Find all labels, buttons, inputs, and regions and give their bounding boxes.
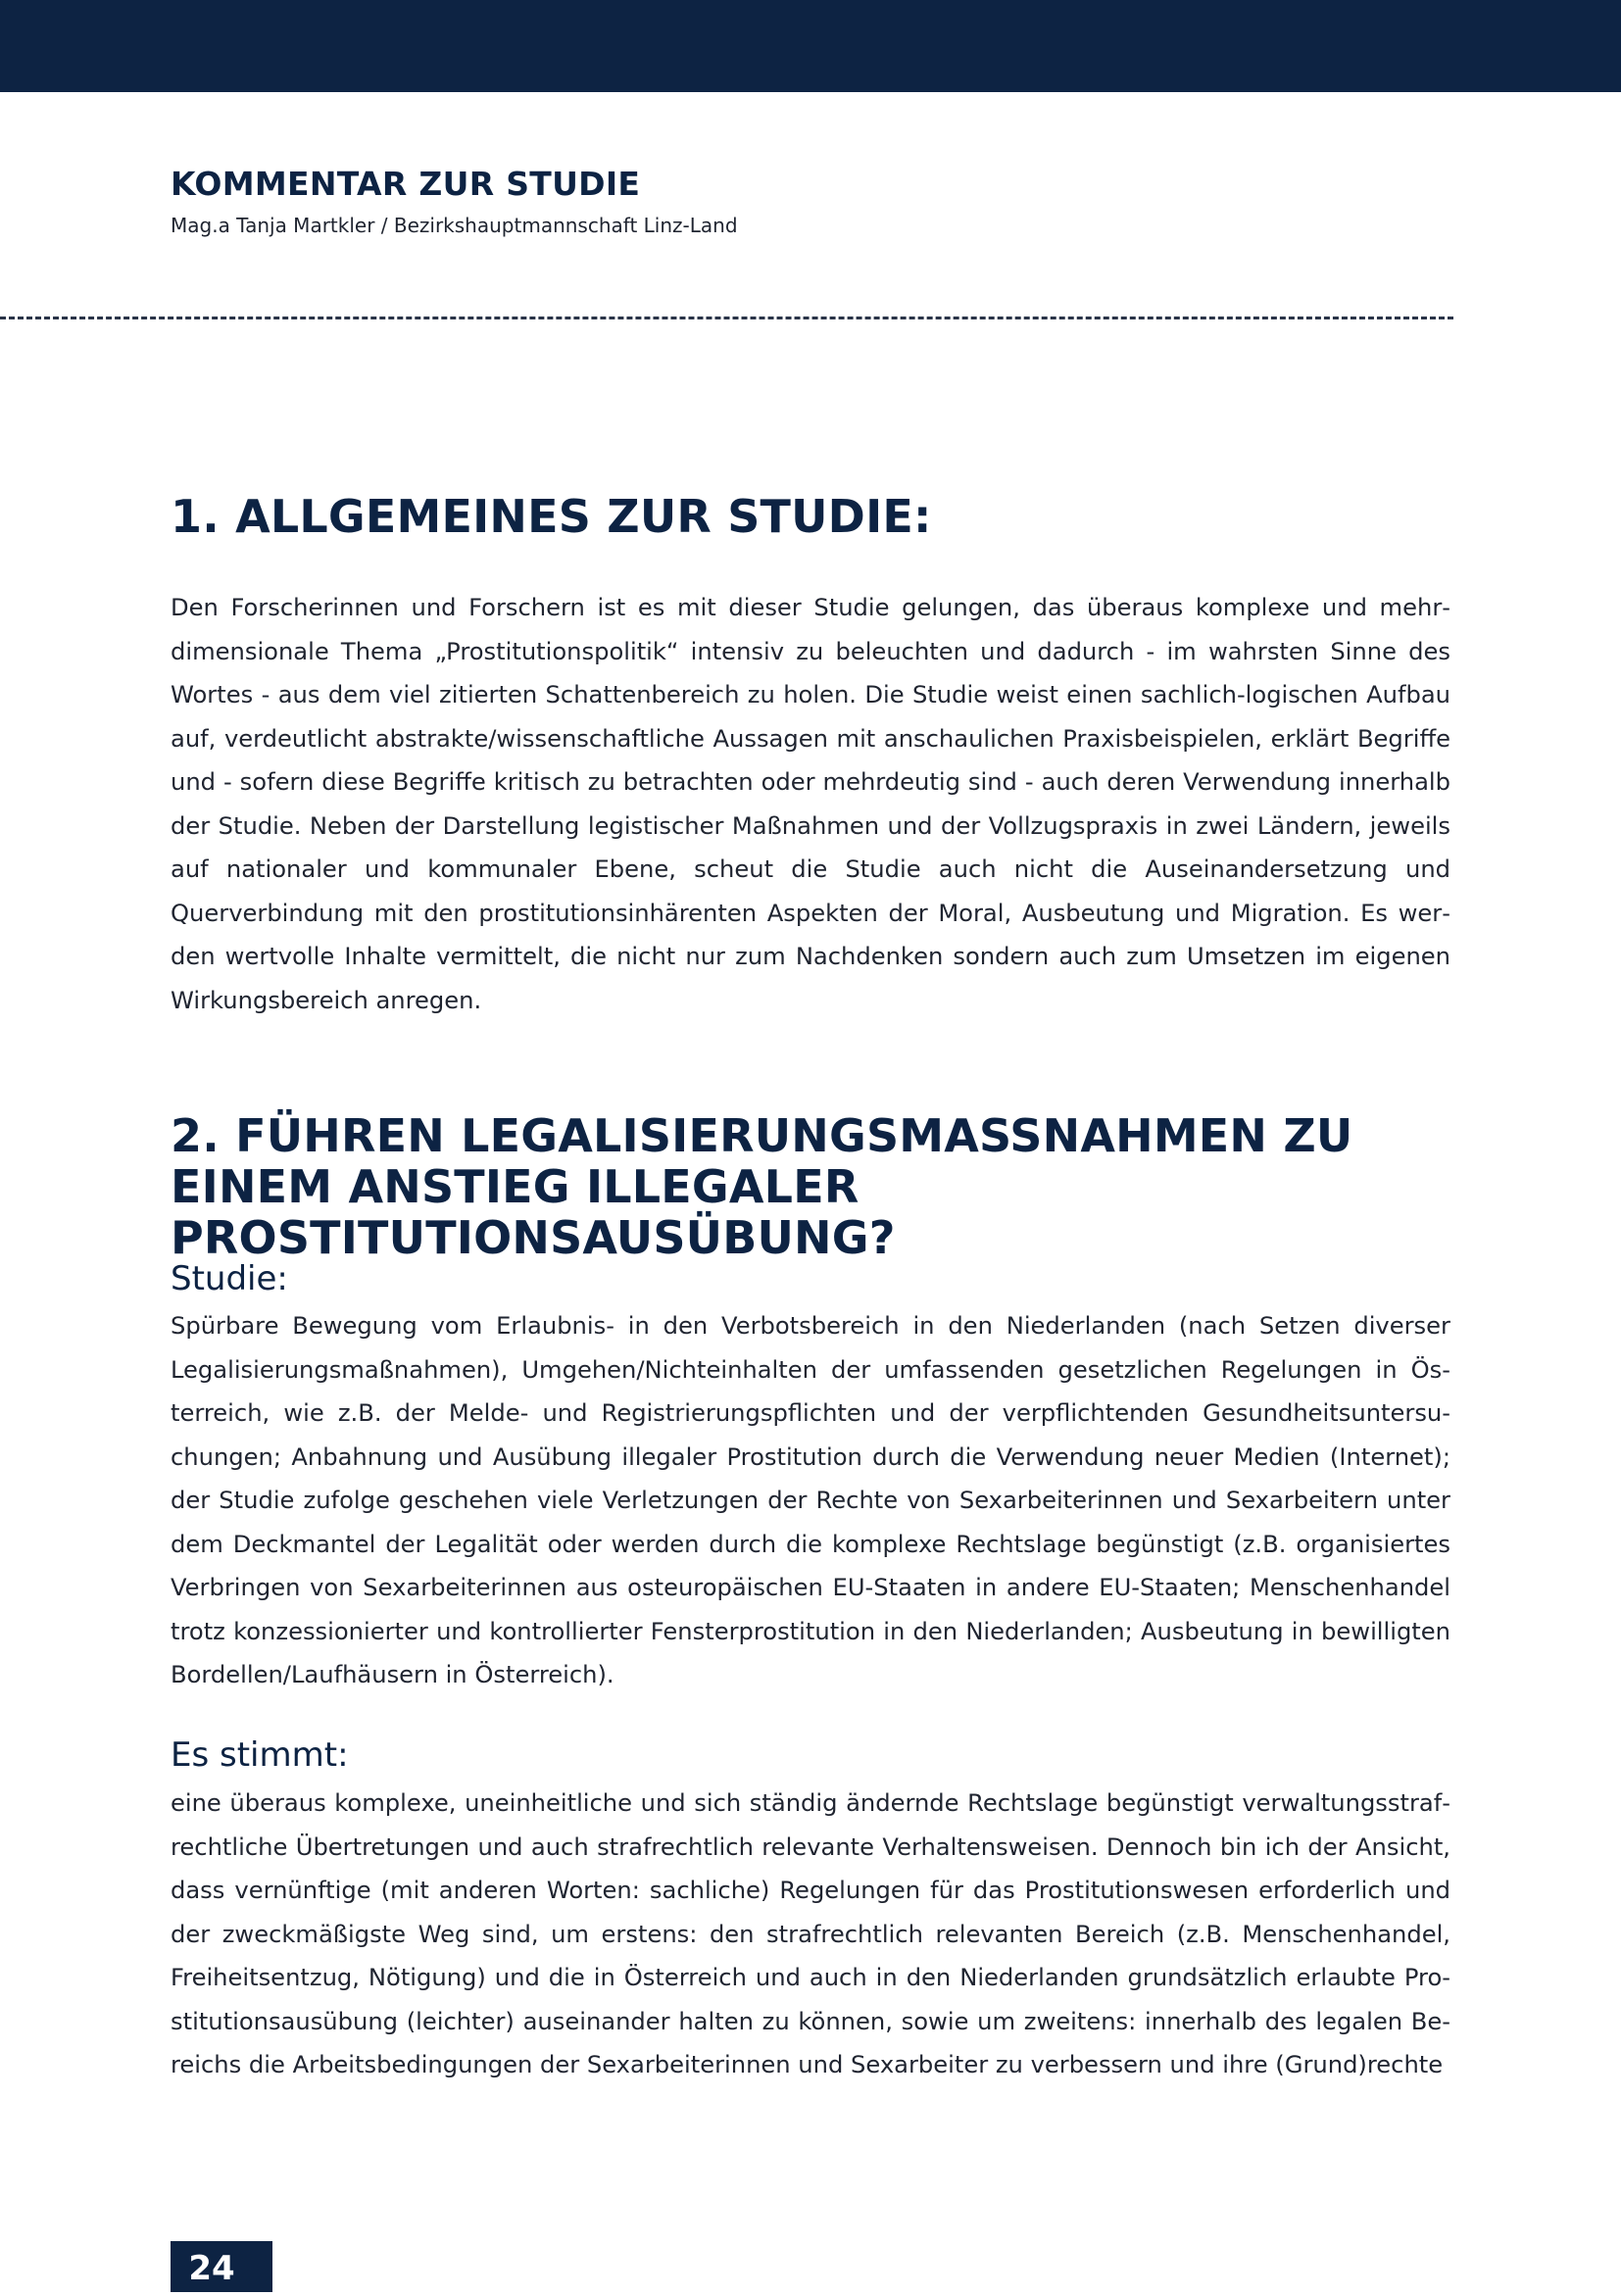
section-heading-2: 2. FÜHREN LEGALISIERUNGSMASSNAHMEN ZU EINEM ANSTIEG ILLEGALER PROSTITUTIONSAUSÜBUNG? xyxy=(171,1109,1353,1264)
subsection-es-stimmt-paragraph: eine überaus komplexe, uneinheitliche und sich ständig ändernde Rechtslage begünstigt verwaltungsstrafrechtliche Übertretungen und auch strafrechtlich relevante Verhaltensweisen. Dennoch bin ich der Ansicht, dass vernünftige (mit anderen Worten: sachliche) Regelungen für das Prostitutionswesen erforderlich und der zweckmäßigste Weg sind, um erstens: den strafrechtlich relevanten Bereich (z.B. Menschenhandel, Freiheitsentzug, Nötigung) und die in Österreich und auch in den Niederlanden grundsätzlich erlaubte Prostitutionsausübung (leichter) auseinander halten zu können, sowie um zweitens: innerhalb des legalen Bereichs die Arbeitsbedingungen der Sexarbeiterinnen und Sexarbeiter zu verbessern und ihre (Grund)rechte xyxy=(171,1789,1450,2078)
document-title: KOMMENTAR ZUR STUDIE xyxy=(171,165,641,203)
section-heading-1: 1. ALLGEMEINES ZUR STUDIE: xyxy=(171,490,932,543)
subsection-label-es-stimmt: Es stimmt: xyxy=(171,1735,349,1775)
subsection-studie-paragraph: Spürbare Bewegung vom Erlaubnis- in den Verbotsbereich in den Niederlanden (nach Setzen diverser Legalisierungsmaßnahmen), Umgehen/Nichteinhalten der umfassenden gesetzlichen Regelungen in Österreich, wie z.B. der Melde- und Registrierungspflichten und der verpflichtenden Gesundheitsuntersuchungen; Anbahnung und Ausübung illegaler Prostitution durch die Verwendung neuer Medien (Internet); der Studie zufolge geschehen viele Verletzungen der Rechte von Sexarbeiterinnen und Sexarbeitern unter dem Deckmantel der Legalität oder werden durch die komplexe Rechtslage begünstigt (z.B. organisiertes Verbringen von Sexarbeiterinnen aus osteuropäischen EU-Staaten in andere EU-Staaten; Menschenhandel trotz konzessionierter und kontrollierter Fensterprostitution in den Niederlanden; Ausbeutung in bewilligten Bordellen/Laufhäusern in Österreich). xyxy=(171,1312,1450,1688)
author-line: Mag.a Tanja Martkler / Bezirkshauptmannschaft Linz-Land xyxy=(171,214,738,237)
dashed-divider xyxy=(0,317,1453,319)
section-1-paragraph: Den Forscherinnen und Forschern ist es mit dieser Studie gelungen, das überaus komplexe und mehrdimensionale Thema „Prostitutionspolitik“ intensiv zu beleuchten und dadurch - im wahrsten Sinne des Wortes - aus dem viel zitierten Schattenbereich zu holen. Die Studie weist einen sachlich-logischen Aufbau auf, verdeutlicht abstrakte/wissenschaftliche Aussagen mit anschaulichen Praxisbeispielen, erklärt Begriffe und - sofern diese Begriffe kritisch zu betrachten oder mehrdeutig sind - auch deren Verwendung innerhalb der Studie. Neben der Darstellung legistischer Maßnahmen und der Vollzugspraxis in zwei Ländern, jeweils auf nationaler und kommunaler Ebene, scheut die Studie auch nicht die Auseinandersetzung und Querverbindung mit den prostitutionsinhärenten Aspekten der Moral, Ausbeutung und Migration. Es werden wertvolle Inhalte vermittelt, die nicht nur zum Nachdenken sondern auch zum Umsetzen im eigenen Wirkungsbereich anregen. xyxy=(171,594,1450,1014)
subsection-label-studie: Studie: xyxy=(171,1259,288,1298)
page-number: 24 xyxy=(188,2249,235,2288)
top-banner xyxy=(0,0,1621,92)
page-number-box xyxy=(171,2241,272,2292)
